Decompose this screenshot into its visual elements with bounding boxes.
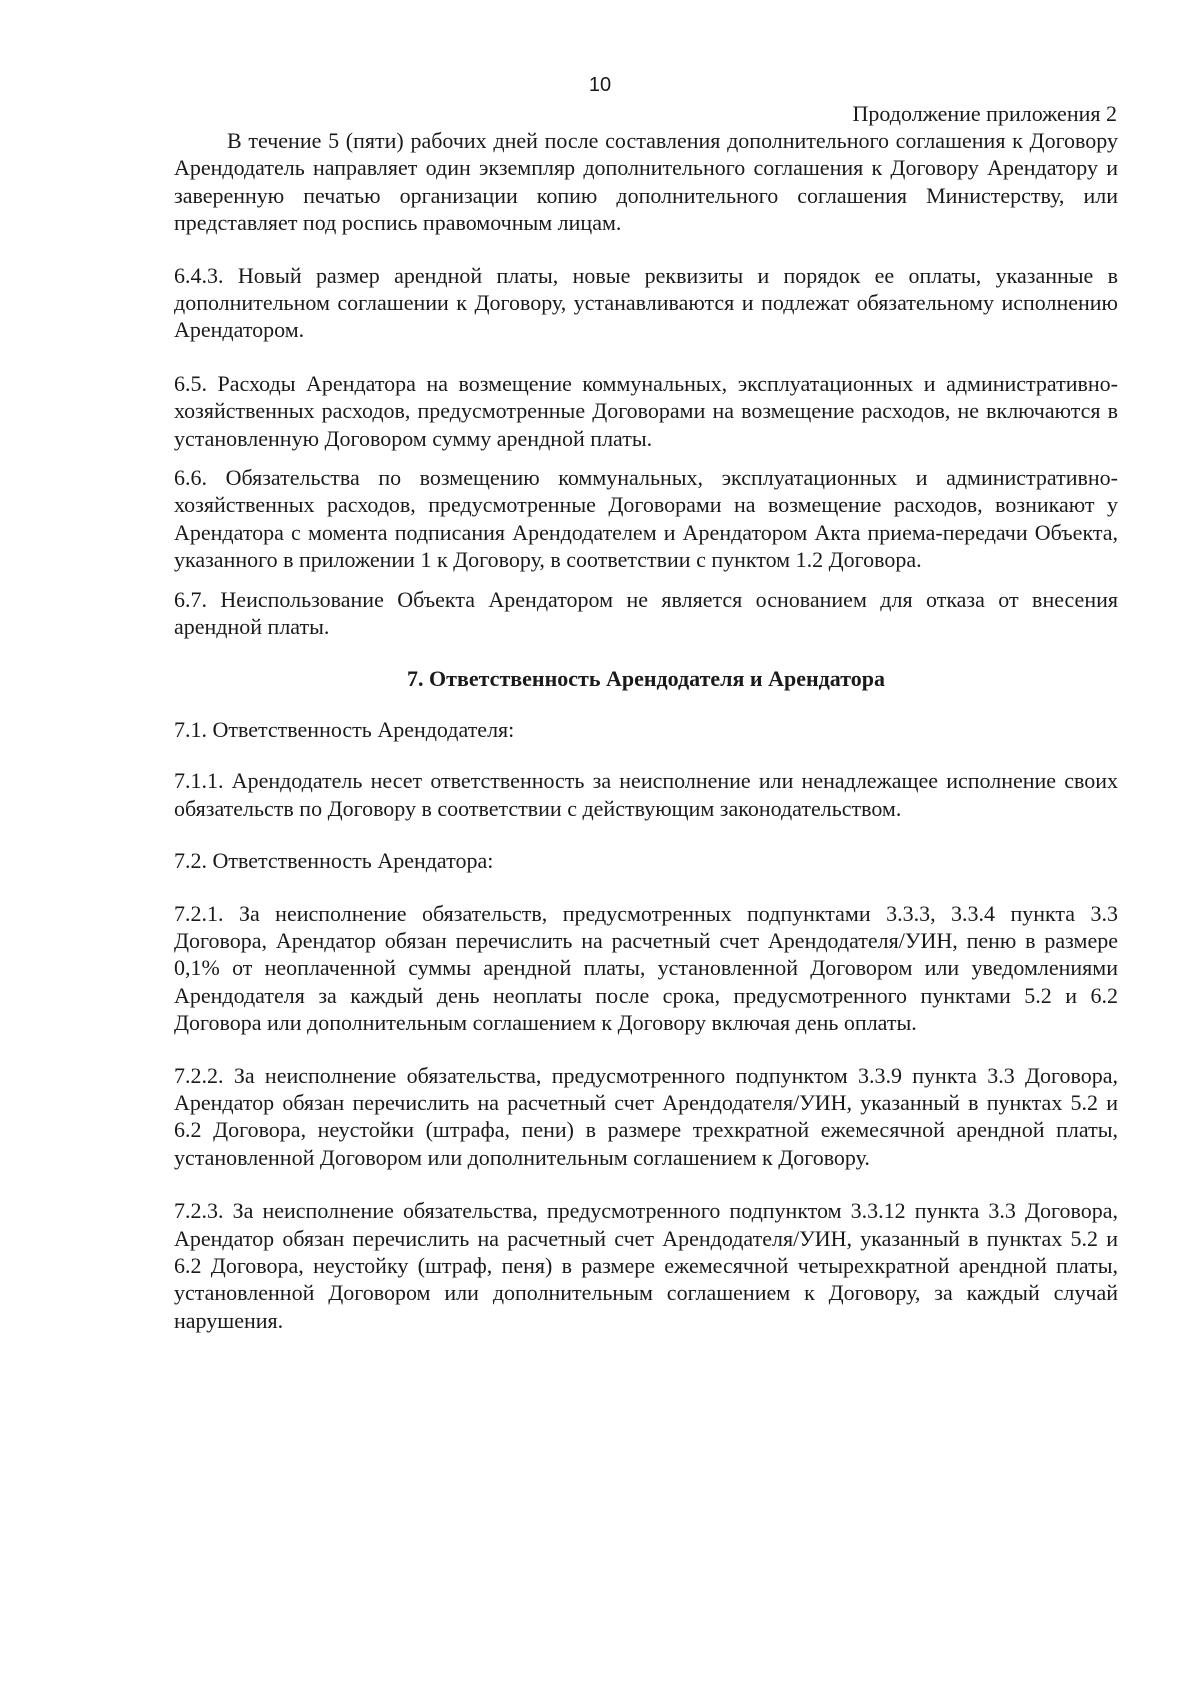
paragraph-6-5: 6.5. Расходы Арендатора на возмещение коммунальных, эксплуатационных и административно-хозяйственных расходов, предусмотренные Договорами на возмещение расходов, не включаются в установленную Договором сумму арендной платы. xyxy=(174,370,1118,451)
page-number: 10 xyxy=(588,74,612,96)
section-7-heading: 7. Ответственность Арендодателя и Арендатора xyxy=(407,665,885,691)
paragraph-7-2: 7.2. Ответственность Арендатора: xyxy=(174,848,494,874)
paragraph-intro: В течение 5 (пяти) рабочих дней после составления дополнительного соглашения к Договору Арендодатель направляет один экземпляр дополнительного соглашения к Договору Арендатору и заверенную печатью организации копию дополнительного соглашения Министерству, или представляет под роспись правомочным лицам. xyxy=(174,128,1118,236)
paragraph-7-2-1: 7.2.1. За неисполнение обязательств, предусмотренных подпунктами 3.3.3, 3.3.4 пункта 3.3 Договора, Арендатор обязан перечислить на расчетный счет Арендодателя/УИН, пеню в размере 0,1% от неоплаченной суммы арендной платы, установленной Договором или уведомлениями Арендодателя за каждый день неоплаты после срока, предусмотренного пунктами 5.2 и 6.2 Договора или дополнительным соглашением к Договору включая день оплаты. xyxy=(174,900,1118,1036)
document-body xyxy=(174,127,1118,1334)
paragraph-6-6: 6.6. Обязательства по возмещению коммунальных, эксплуатационных и административно-хозяйственных расходов, предусмотренные Договорами на возмещение расходов, возникают у Арендатора с момента подписания Арендодателем и Арендатором Акта приема-передачи Объекта, указанного в приложении 1 к Договору, в соответствии с пунктом 1.2 Договора. xyxy=(174,465,1118,573)
paragraph-7-1: 7.1. Ответственность Арендодателя: xyxy=(174,716,515,742)
paragraph-7-2-3: 7.2.3. За неисполнение обязательства, предусмотренного подпунктом 3.3.12 пункта 3.3 Договора, Арендатор обязан перечислить на расчетный счет Арендодателя/УИН, указанный в пунктах 5.2 и 6.2 Договора, неустойку (штраф, пеня) в размере ежемесячной четырехкратной арендной платы, установленной Договором или дополнительным соглашением к Договору, за каждый случай нарушения. xyxy=(174,1198,1118,1333)
paragraph-6-7: 6.7. Неиспользование Объекта Арендатором не является основанием для отказа от внесения арендной платы. xyxy=(174,586,1118,640)
paragraph-7-2-2: 7.2.2. За неисполнение обязательства, предусмотренного подпунктом 3.3.9 пункта 3.3 Договора, Арендатор обязан перечислить на расчетный счет Арендодателя/УИН, указанный в пунктах 5.2 и 6.2 Договора, неустойки (штрафа, пени) в размере трехкратной ежемесячной арендной платы, установленной Договором или дополнительным соглашением к Договору. xyxy=(174,1062,1118,1170)
paragraph-6-4-3: 6.4.3. Новый размер арендной платы, новые реквизиты и порядок ее оплаты, указанные в дополнительном соглашении к Договору, устанавливаются и подлежат обязательному исполнению Арендатором. xyxy=(174,262,1118,343)
running-header: Продолжение приложения 2 xyxy=(852,101,1117,126)
paragraph-7-1-1: 7.1.1. Арендодатель несет ответственность за неисполнение или ненадлежащее исполнение своих обязательств по Договору в соответствии с действующим законодательством. xyxy=(174,768,1118,821)
